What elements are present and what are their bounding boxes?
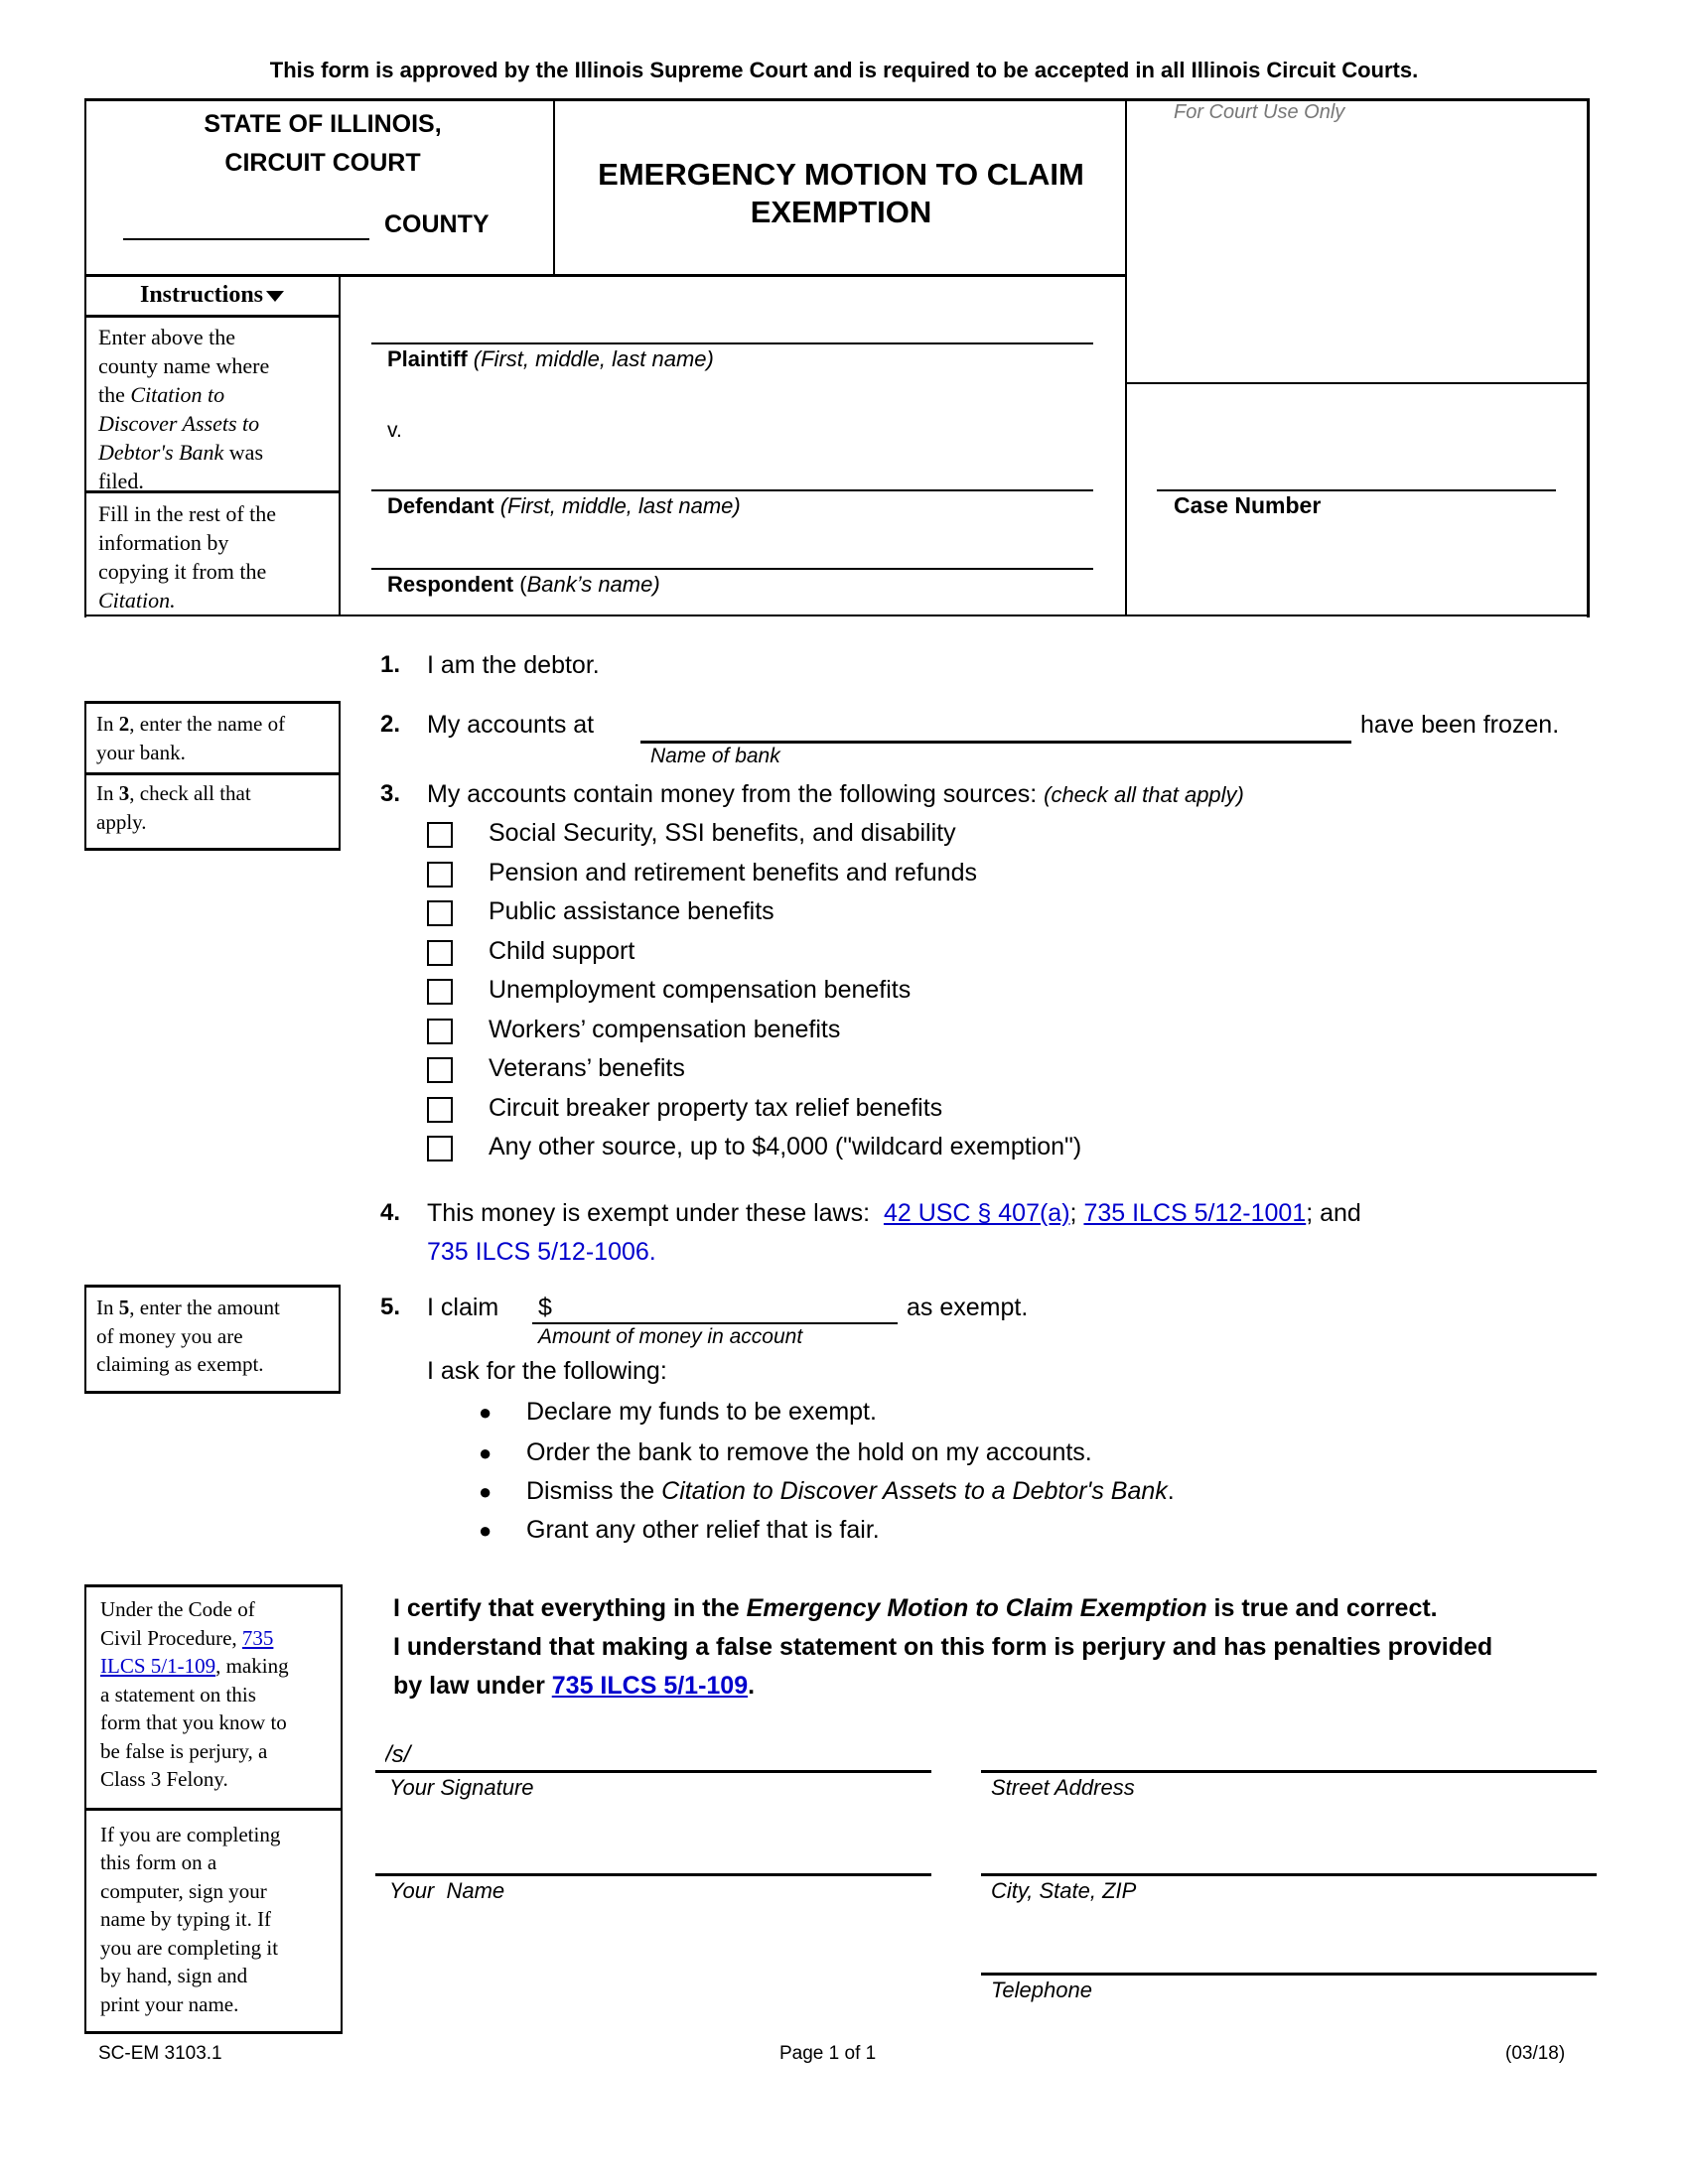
item2-text-after: have been frozen. [1360,711,1560,739]
amount-line [532,1322,898,1324]
street-address-label: Street Address [991,1775,1135,1800]
bank-name-line [640,741,1351,744]
certification-line2: I understand that making a false statement on this form is perjury and has penalties provided [393,1633,1493,1661]
divider [553,98,555,276]
item5-text-before: I claim [427,1294,499,1321]
checkbox-circuit-breaker[interactable] [427,1097,453,1123]
checkbox-workers-comp[interactable] [427,1019,453,1044]
item3-text: My accounts contain money from the following sources: (check all that apply) [427,780,1244,808]
instructions-heading-text: Instructions [139,282,264,308]
plaintiff-label: Plaintiff (First, middle, last name) [387,346,714,371]
note-item5: In 5, enter the amount of money you are claiming as exempt. [96,1296,280,1376]
currency-symbol: $ [538,1294,552,1321]
form-title-line2: EXEMPTION [750,195,932,229]
law-link-735ilcs-12-1001[interactable]: 735 ILCS 5/12-1001 [1083,1199,1307,1227]
defendant-line [371,489,1093,491]
table-top-border [84,98,1589,101]
street-address-line [981,1770,1597,1773]
amount-caption: Amount of money in account [538,1325,803,1348]
city-state-zip-input[interactable] [991,1843,1597,1874]
item1-number: 1. [380,651,401,678]
triangle-down-icon [266,291,284,302]
certification-line3: by law under 735 ILCS 5/1-109. [393,1672,756,1700]
respondent-label: Respondent (Bank’s name) [387,572,660,597]
divider [1125,98,1127,616]
plaintiff-line [371,342,1093,344]
source-label: Circuit breaker property tax relief benefits [489,1094,943,1122]
source-label: Unemployment compensation benefits [489,976,912,1004]
item2-text-before: My accounts at [427,711,595,739]
note-perjury: Under the Code of Civil Procedure, 735 ILCS 5/1-109, making a statement on this form that you know to be false is perjury, a Class 3 Felony. [100,1597,289,1791]
defendant-input[interactable] [371,457,1093,490]
bullet-icon: ● [479,1518,492,1543]
case-number-input[interactable] [1157,457,1556,490]
source-label: Workers’ compensation benefits [489,1016,841,1043]
court-use-label: For Court Use Only [1174,101,1345,123]
note-box-perjury [84,1584,343,2034]
source-label: Public assistance benefits [489,897,774,925]
signature-label: Your Signature [389,1775,534,1800]
state-label: STATE OF ILLINOIS, [204,110,442,138]
defendant-label: Defendant (First, middle, last name) [387,493,741,518]
approval-notice: This form is approved by the Illinois Supreme Court and is required to be accepted in all Illinois Circuit Courts. [269,58,1419,82]
bank-name-input[interactable] [640,707,1351,741]
name-input[interactable] [385,1843,931,1874]
note-signing: If you are completing this form on a computer, sign your name by typing it. If you are completing it by hand, sign and print your name. [86,1808,341,2019]
law-link-42usc407[interactable]: 42 USC § 407(a) [883,1199,1070,1227]
checkbox-social-security[interactable] [427,822,453,848]
checkbox-unemployment[interactable] [427,979,453,1005]
telephone-label: Telephone [991,1978,1092,2002]
note-box-5 [84,1285,341,1394]
note-box-2-3 [84,701,341,851]
checkbox-veterans[interactable] [427,1057,453,1083]
form-id: SC-EM 3103.1 [98,2043,222,2064]
checkbox-pension[interactable] [427,862,453,887]
divider [84,274,1127,277]
request-item: Dismiss the Citation to Discover Assets to a Debtor's Bank. [526,1477,1175,1505]
signature-input[interactable] [385,1739,931,1771]
street-address-input[interactable] [991,1739,1597,1771]
telephone-line [981,1973,1597,1976]
divider [84,315,340,318]
note-item2: In 2, enter the name of your bank. [96,712,286,764]
name-line [375,1873,931,1876]
page-number: Page 1 of 1 [779,2043,877,2064]
instruction-copy-citation: Fill in the rest of the information by copying it from the Citation. [98,501,277,613]
bullet-icon: ● [479,1440,492,1465]
case-number-line [1157,489,1556,491]
item4-text: This money is exempt under these laws: 42 USC § 407(a); 735 ILCS 5/12-1001; and [427,1199,1361,1227]
item5-text-after: as exempt. [907,1294,1029,1321]
form-title-line1: EMERGENCY MOTION TO CLAIM [598,157,1084,192]
item2-number: 2. [380,711,401,738]
county-label: COUNTY [384,210,490,238]
bullet-icon: ● [479,1479,492,1504]
case-number-label: Case Number [1174,492,1322,518]
item1-text: I am the debtor. [427,651,600,679]
request-item: Declare my funds to be exempt. [526,1398,877,1426]
name-label: Your Name [389,1878,505,1903]
source-label: Pension and retirement benefits and refunds [489,859,977,887]
plaintiff-input[interactable] [371,310,1093,343]
bullet-icon: ● [479,1400,492,1425]
city-state-zip-label: City, State, ZIP [991,1878,1137,1903]
city-state-zip-line [981,1873,1597,1876]
telephone-input[interactable] [991,1942,1597,1974]
item3-number: 3. [380,780,401,807]
law-link-735ilcs-12-1006[interactable]: 735 ILCS 5/12-1006. [427,1238,656,1266]
item5-number: 5. [380,1294,401,1320]
checkbox-public-assistance[interactable] [427,900,453,926]
source-label: Veterans’ benefits [489,1054,685,1082]
respondent-line [371,568,1093,570]
perjury-law-link[interactable]: 735 ILCS 5/1-109 [551,1672,749,1700]
versus-label: v. [387,419,402,442]
perjury-statute-link[interactable]: 735 [241,1625,274,1650]
checkbox-child-support[interactable] [427,940,453,966]
request-item: Order the bank to remove the hold on my accounts. [526,1438,1092,1466]
signature-line [375,1770,931,1773]
source-label: Any other source, up to $4,000 ("wildcard exemption") [489,1133,1082,1160]
table-left-border [84,98,86,617]
ask-text: I ask for the following: [427,1357,667,1385]
divider [1125,382,1589,384]
county-input[interactable] [123,210,369,240]
instruction-county: Enter above the county name where the Citation to Discover Assets to Debtor's Bank was filed. [98,325,270,493]
note-item3: In 3, check all that apply. [86,772,339,836]
source-label: Social Security, SSI benefits, and disability [489,819,956,847]
table-bottom-border [84,614,1590,616]
instructions-heading [84,282,340,309]
perjury-statute-link-cont[interactable]: ILCS 5/1-109 [100,1654,216,1678]
request-item: Grant any other relief that is fair. [526,1516,880,1544]
respondent-input[interactable] [371,534,1093,568]
table-right-border [1587,98,1590,617]
amount-input[interactable] [558,1291,898,1322]
revision-date: (03/18) [1505,2043,1566,2064]
source-label: Child support [489,937,635,965]
bank-name-caption: Name of bank [650,745,780,767]
item4-number: 4. [380,1199,401,1226]
checkbox-wildcard[interactable] [427,1136,453,1161]
certification-line1: I certify that everything in the Emergency Motion to Claim Exemption is true and correct. [393,1594,1438,1622]
divider [339,275,341,616]
court-label: CIRCUIT COURT [224,149,421,177]
